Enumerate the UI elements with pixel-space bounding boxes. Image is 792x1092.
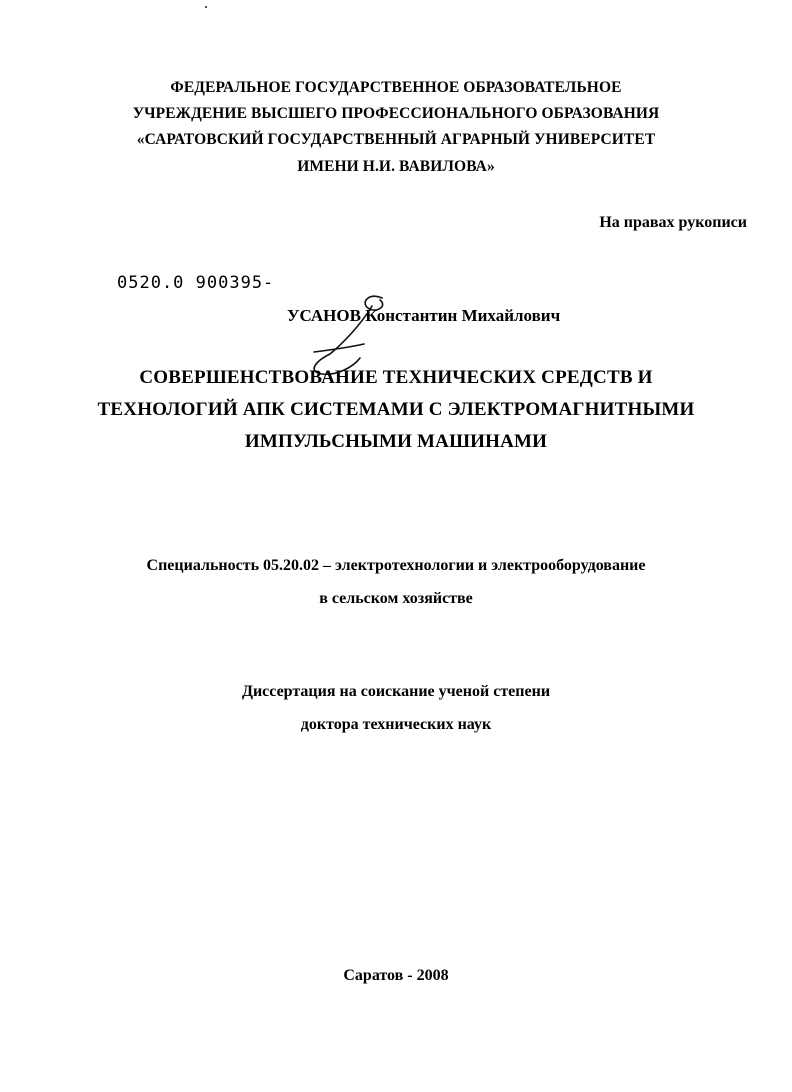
degree-line-1: Диссертация на соискание ученой степени — [241, 683, 551, 700]
place-year: Саратов - 2008 — [343, 967, 449, 984]
institution-line-4: ИМЕНИ Н.И. ВАВИЛОВА» — [297, 158, 495, 175]
registry-stamp: 0520.0 900395- — [117, 273, 275, 293]
author-name: УСАНОВ Константин Михайлович — [287, 306, 561, 325]
title-line-1: СОВЕРШЕНСТВОВАНИЕ ТЕХНИЧЕСКИХ СРЕДСТВ И — [139, 367, 653, 388]
title-line-3: ИМПУЛЬСНЫМИ МАШИНАМИ — [244, 431, 548, 452]
institution-line-1: ФЕДЕРАЛЬНОЕ ГОСУДАРСТВЕННОЕ ОБРАЗОВАТЕЛЬНОЕ — [170, 79, 622, 96]
specialty-line-2: в сельском хозяйстве — [319, 590, 473, 607]
manuscript-note: На правах рукописи — [599, 214, 747, 231]
institution-line-3: «САРАТОВСКИЙ ГОСУДАРСТВЕННЫЙ АГРАРНЫЙ УНИВЕРСИТЕТ — [136, 131, 656, 148]
title-line-2: ТЕХНОЛОГИЙ АПК СИСТЕМАМИ С ЭЛЕКТРОМАГНИТНЫМИ — [97, 399, 695, 420]
degree-line-2: доктора технических наук — [300, 716, 492, 733]
scan-speck — [205, 6, 207, 8]
specialty-line-1: Специальность 05.20.02 – электротехнологии и электрооборудование — [146, 557, 646, 574]
institution-line-2: УЧРЕЖДЕНИЕ ВЫСШЕГО ПРОФЕССИОНАЛЬНОГО ОБРАЗОВАНИЯ — [132, 105, 660, 122]
